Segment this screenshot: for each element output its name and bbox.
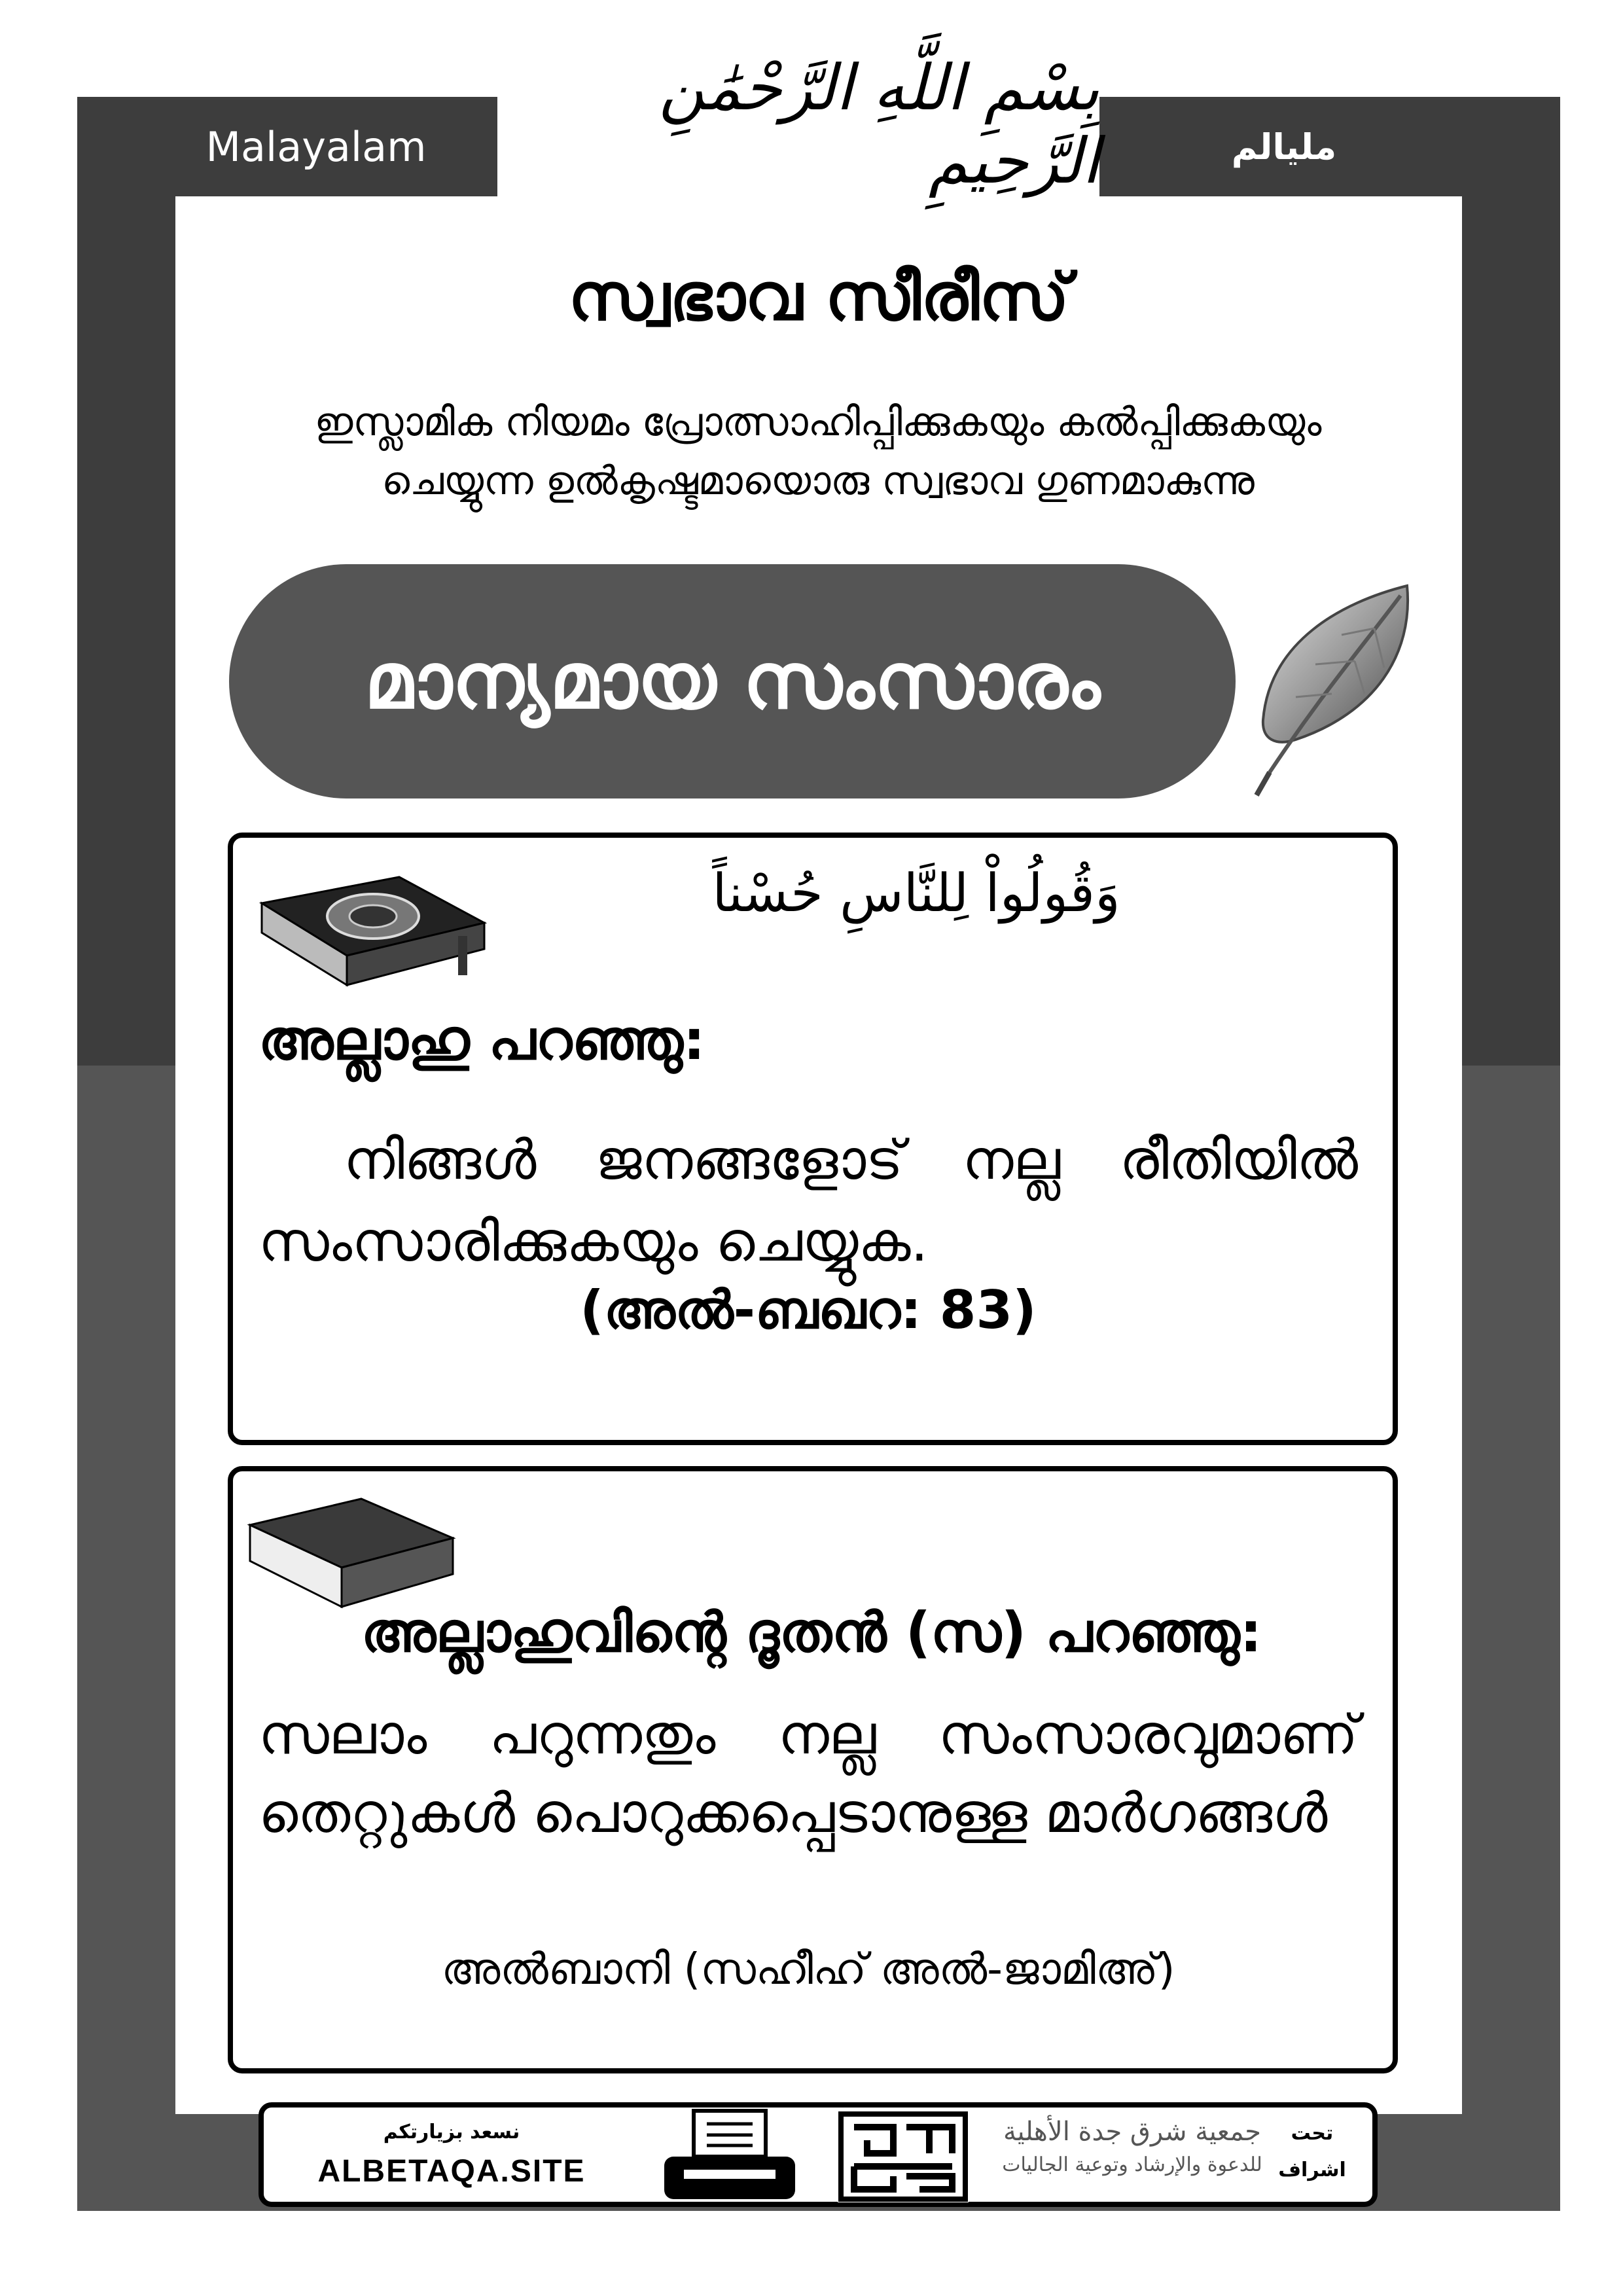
quran-translation: നിങ്ങൾ ജനങ്ങളോട് നല്ല രീതിയിൽ സംസാരിക്കുകയും ചെയ്യുക. xyxy=(259,1128,1358,1274)
bismillah-text: بِسْمِ اللَّهِ الرَّحْمَٰنِ الرَّحِيمِ xyxy=(658,51,1099,198)
quran-book-icon xyxy=(249,851,497,995)
language-label-english: Malayalam xyxy=(175,97,457,196)
footer-under-label: تحت xyxy=(1291,2122,1334,2145)
subtitle-line: ചെയ്യുന്ന ഉൽകൃഷ്ടമായൊരു സ്വഭാവ ഗുണമാകുന്നു xyxy=(382,458,1255,504)
hadith-text: സലാം പറുന്നതും നല്ല സംസാരവുമാണ് തെറ്റുകൾ പൊറുക്കപ്പെടാനുള്ള മാർഗങ്ങൾ xyxy=(259,1702,1358,1845)
hadith-reference: അൽബാനി (സഹീഹ് അൽ-ജാമിഅ്) xyxy=(441,1944,1175,1994)
topic-title: മാന്യമായ സംസാരം xyxy=(364,636,1101,726)
footer-visit-text: نسعد بزيارتكم xyxy=(383,2121,520,2144)
quran-reference: (അൽ-ബഖറ: 83) xyxy=(580,1280,1037,1340)
footer-org-subtitle: للدعوة والإرشاد وتوعية الجاليات xyxy=(1002,2153,1262,2176)
bismillah-calligraphy xyxy=(497,46,1099,203)
series-subtitle xyxy=(196,393,1440,511)
hadith-label: അല്ലാഹുവിന്റെ ദൂതൻ (സ) പറഞ്ഞു: xyxy=(361,1600,1262,1664)
series-title: സ്വഭാവ സീരീസ് xyxy=(568,259,1069,335)
topic-title-pill xyxy=(229,564,1236,798)
quran-label: അല്ലാഹു പറഞ്ഞു: xyxy=(259,1008,705,1072)
language-label-arabic: مليالم xyxy=(1133,97,1435,196)
leaf-icon xyxy=(1243,576,1420,798)
footer-supervision-label: اشراف xyxy=(1278,2159,1346,2181)
ayah-arabic: وَقُولُواْ لِلنَّاسِ حُسْناً xyxy=(712,863,1120,924)
subtitle-line: ഇസ്ലാമിക നിയമം പ്രോത്സാഹിപ്പിക്കുകയും കൽപ്പിക്കുകയും xyxy=(314,399,1322,445)
footer-site-link[interactable]: ALBETAQA.SITE xyxy=(317,2154,586,2189)
book-icon xyxy=(243,1486,459,1617)
printer-icon xyxy=(658,2108,802,2206)
footer-org-name: جمعية شرق جدة الأهلية xyxy=(1003,2117,1261,2147)
kufi-logo-icon xyxy=(831,2108,975,2206)
